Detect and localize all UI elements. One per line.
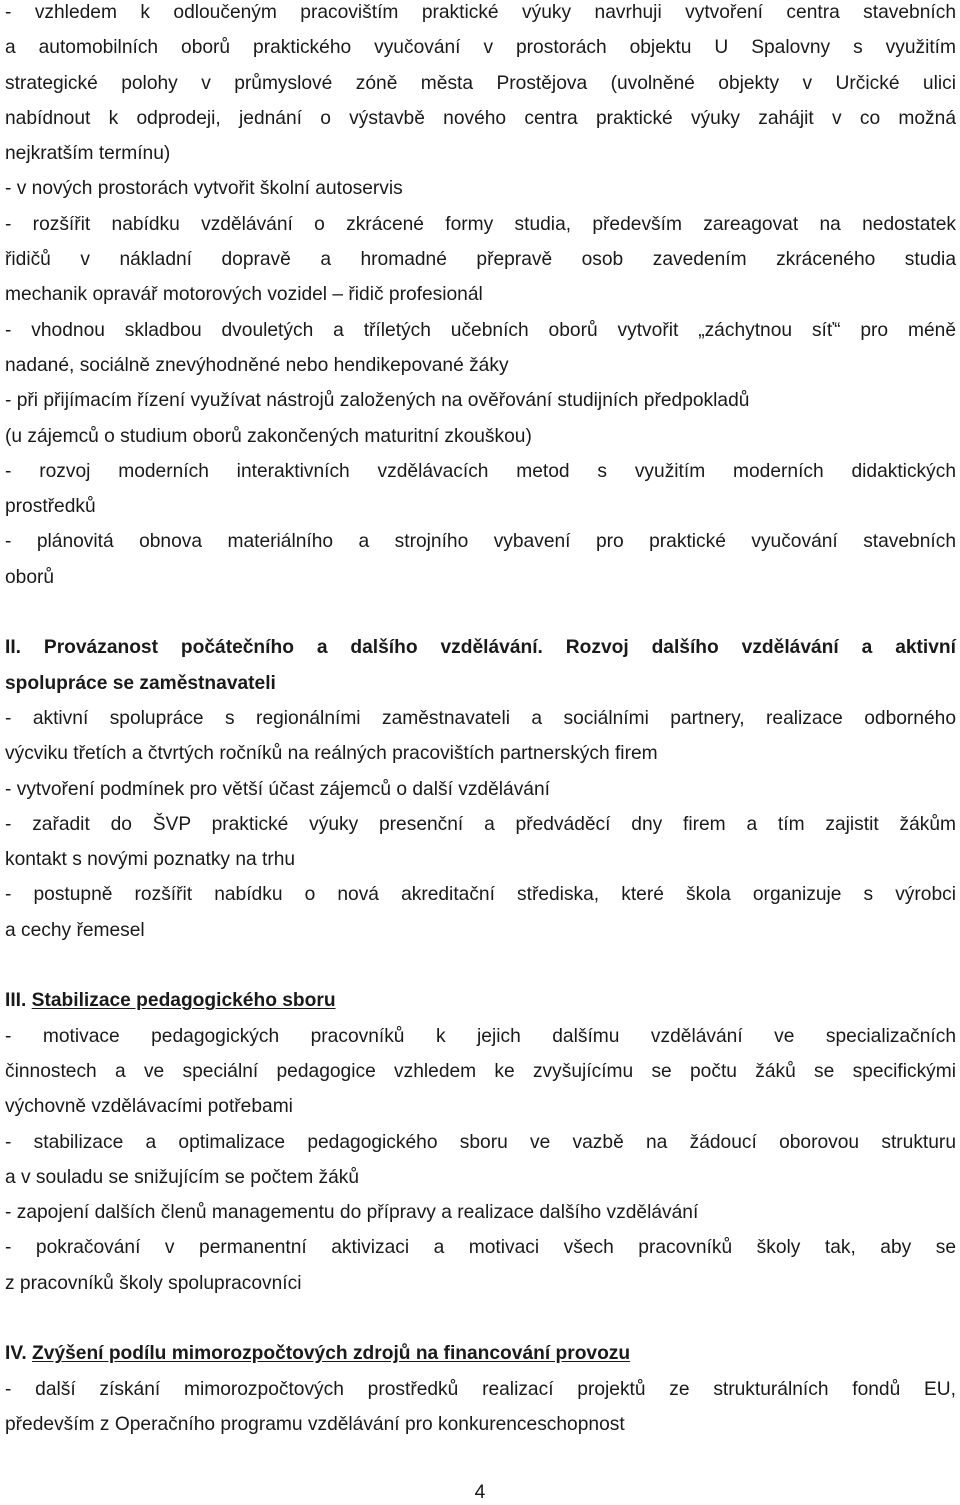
list-item [5, 454, 956, 525]
list-item [5, 877, 956, 948]
text-line: - motivace pedagogických pracovníků k jejich dalšímu vzdělávání ve specializačních [5, 1025, 956, 1047]
text-line: (u zájemců o studium oborů zakončených maturitní zkouškou) [5, 425, 532, 447]
list-item [5, 524, 956, 595]
spacer [5, 1301, 956, 1336]
list-item [5, 772, 956, 807]
text-line: nabídnout k odprodeji, jednání o výstavbě nového centra praktické výuky zahájit v co možná [5, 107, 956, 129]
section-title: Stabilizace pedagogického sboru [31, 990, 336, 1012]
text-line: strategické polohy v průmyslové zóně města Prostějova (uvolněné objekty v Určické ulici [5, 72, 956, 94]
spacer [5, 948, 956, 983]
text-line: oborů [5, 566, 55, 588]
list-item [5, 1230, 956, 1301]
text-line: činnostech a ve speciální pedagogice vzhledem ke zvyšujícímu se počtu žáků se specifickými [5, 1060, 956, 1082]
text-line: z pracovníků školy spolupracovníci [5, 1272, 302, 1294]
section-number: IV. [5, 1343, 27, 1365]
list-item [5, 701, 956, 772]
list-item [5, 1195, 956, 1230]
text-line: - aktivní spolupráce s regionálními zaměstnavateli a sociálními partnery, realizace odborného [5, 707, 956, 729]
section-heading [5, 983, 956, 1018]
section-iii [5, 983, 956, 1301]
list-item [5, 171, 956, 206]
text-line: - stabilizace a optimalizace pedagogického sboru ve vazbě na žádoucí oborovou strukturu [5, 1131, 956, 1153]
text-line: mechanik opravář motorových vozidel – řidič profesionál [5, 284, 483, 306]
section-heading: spolupráce se zaměstnavateli [5, 672, 276, 694]
text-line: - rozšířit nabídku vzdělávání o zkrácené formy studia, především zareagovat na nedostatek [5, 213, 956, 235]
text-line: a v souladu se snižujícím se počtem žáků [5, 1166, 360, 1188]
text-line: - vhodnou skladbou dvouletých a tříletých učebních oborů vytvořit „záchytnou síť“ pro méně [5, 319, 956, 341]
text-line: výchovně vzdělávacími potřebami [5, 1096, 293, 1118]
text-line: kontakt s novými poznatky na trhu [5, 849, 296, 871]
text-line: nadané, sociálně znevýhodněné nebo hendikepované žáky [5, 354, 509, 376]
section-title: Zvýšení podílu mimorozpočtových zdrojů na financování provozu [32, 1343, 631, 1365]
document-page [5, 0, 956, 1442]
list-item [5, 807, 956, 878]
text-line: - rozvoj moderních interaktivních vzdělávacích metod s využitím moderních didaktických [5, 460, 956, 482]
text-line: především z Operačního programu vzdělávání pro konkurenceschopnost [5, 1413, 625, 1435]
list-item [5, 313, 956, 384]
section-i-list [5, 0, 956, 595]
list-item [5, 207, 956, 313]
section-number: III. [5, 990, 27, 1012]
text-line: výcviku třetích a čtvrtých ročníků na reálných pracovištích partnerských firem [5, 743, 658, 765]
text-line: - při přijímacím řízení využívat nástrojů založených na ověřování studijních předpokladů [5, 390, 750, 412]
text-line: - další získání mimorozpočtových prostředků realizací projektů ze strukturálních fondů EU, [5, 1378, 956, 1400]
section-heading: II. Provázanost počátečního a dalšího vzdělávání. Rozvoj dalšího vzdělávání a aktivní [5, 637, 956, 659]
list-item [5, 1019, 956, 1125]
list-item [5, 0, 956, 171]
spacer [5, 595, 956, 630]
text-line: a cechy řemesel [5, 919, 145, 941]
text-line: - postupně rozšířit nabídku o nová akreditační střediska, které škola organizuje s výrobci [5, 884, 956, 906]
page-number: 4 [474, 1482, 486, 1503]
section-heading [5, 1336, 956, 1371]
section-ii [5, 630, 956, 948]
text-line: - zapojení dalších členů managementu do přípravy a realizace dalšího vzdělávání [5, 1202, 699, 1224]
text-line: - pokračování v permanentní aktivizaci a motivaci všech pracovníků školy tak, aby se [5, 1237, 956, 1259]
list-item [5, 383, 956, 454]
text-line: - vzhledem k odloučeným pracovištím praktické výuky navrhuji vytvoření centra stavebních [5, 2, 956, 23]
text-line: - zařadit do ŠVP praktické výuky presenční a předváděcí dny firem a tím zajistit žákům [5, 813, 956, 835]
list-item [5, 1372, 956, 1443]
list-item [5, 1125, 956, 1196]
text-line: prostředků [5, 496, 96, 518]
text-line: řidičů v nákladní dopravě a hromadné přepravě osob zavedením zkráceného studia [5, 249, 956, 271]
section-iv [5, 1336, 956, 1442]
text-line: nejkratším termínu) [5, 143, 171, 165]
text-line: - vytvoření podmínek pro větší účast zájemců o další vzdělávání [5, 778, 550, 800]
text-line: - v nových prostorách vytvořit školní autoservis [5, 178, 403, 200]
text-line: - plánovitá obnova materiálního a strojního vybavení pro praktické vyučování stavebních [5, 531, 956, 553]
text-line: a automobilních oborů praktického vyučování v prostorách objektu U Spalovny s využitím [5, 37, 956, 59]
